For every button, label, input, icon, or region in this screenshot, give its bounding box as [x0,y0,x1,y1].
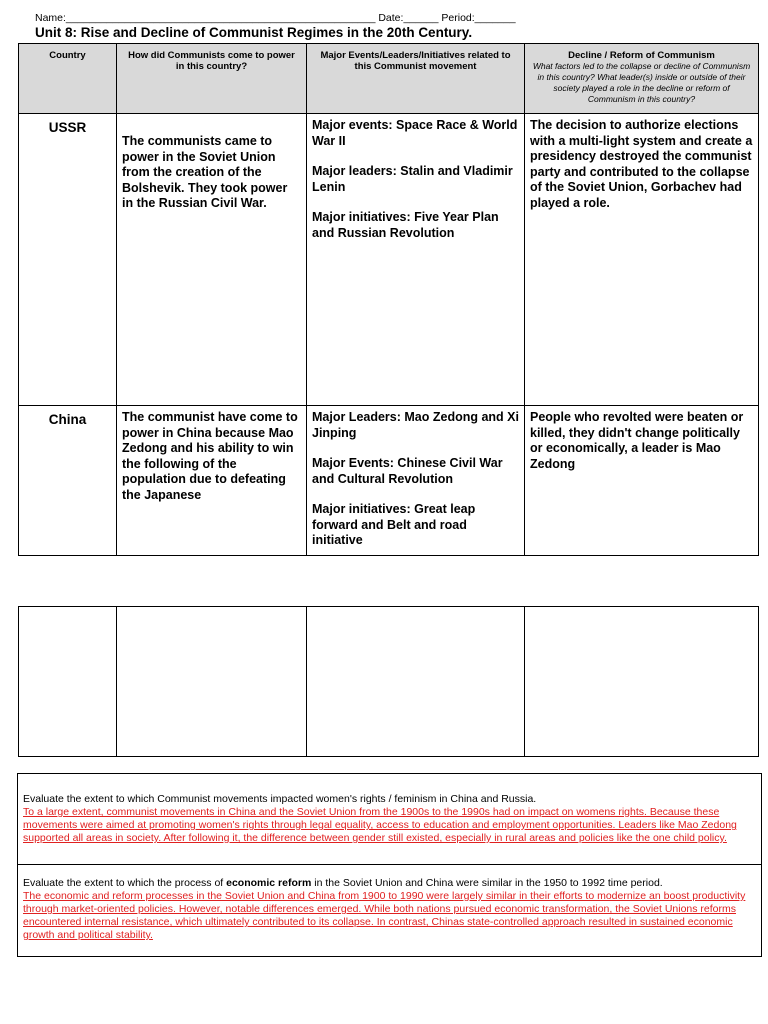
blank-cell[interactable] [19,607,117,757]
name-date-period-line: Name:_____________________________________________________ Date:______ Period:_______ [35,12,516,24]
communism-table [18,43,759,556]
evaluation-box [17,773,762,957]
decline-cell[interactable]: People who revolted were beaten or killed, they didn't change politically or economically, a leader is Mao Zedong [525,406,759,556]
table-header-row [19,44,759,114]
blank-cell[interactable] [525,607,759,757]
evaluation-economic-reform [18,864,761,956]
table-row [19,114,759,406]
events-cell[interactable]: Major events: Space Race & World War II Major leaders: Stalin and Vladimir Lenin Major initiatives: Five Year Plan and Russian Revolution [307,114,525,406]
events-cell[interactable]: Major Leaders: Mao Zedong and Xi Jinping Major Events: Chinese Civil War and Cultural Revolution Major initiatives: Great leap forward and Belt and road initiative [307,406,525,556]
answer-text[interactable]: To a large extent, communist movements in China and the Soviet Union from the 1900s to the 1990s had on impact on womens rights. Because these movements were aimed at promoting women's rights through legal equality, access to education and employment opportunities. Leaders like Mao Zedong supported all areas in society. After following it, the difference between gender still existed, especially in rural areas and policies like the one child policy. [23,806,737,844]
country-cell: China [19,406,117,556]
question-text: Evaluate the extent to which the process of economic reform in the Soviet Union and China were similar in the 1950 to 1992 time period. [23,877,663,889]
column-header-decline-sublabel: What factors led to the collapse or decline of Communism in this country? What leader(s) inside or outside of their society played a role in the decline or reform of Communism in this country? [532,61,751,104]
question-text: Evaluate the extent to which Communist movements impacted women's rights / feminism in China and Russia. [23,793,537,805]
blank-table [18,606,759,757]
decline-cell[interactable]: The decision to authorize elections with a multi-light system and create a presidency destroyed the communist party and contributed to the collapse of the Soviet Union, Gorbachev had played a role. [525,114,759,406]
answer-text[interactable]: The economic and reform processes in the Soviet Union and China from 1900 to 1990 were largely similar in their efforts to modernize an boost productivity through market-oriented policies. However, notable differences emerged. While both nations pursued economic transformation, the Soviet Unions reforms encountered internal resistance, which ultimately contributed to its collapse. In contrast, Chinas state-controlled approach resulted in sustained economic growth and political stability. [23,890,746,941]
blank-cell[interactable] [307,607,525,757]
page-title: Unit 8: Rise and Decline of Communist Regimes in the 20th Century. [35,25,473,40]
column-header-decline: Decline / Reform of Communism What factors led to the collapse or decline of Communism in this country? What leader(s) inside or outside of their society played a role in the decline or reform of Communism in this country? [525,44,759,114]
blank-cell[interactable] [117,607,307,757]
column-header-rise: How did Communists come to power in this country? [117,44,307,114]
column-header-events: Major Events/Leaders/Initiatives related to this Communist movement [307,44,525,114]
rise-cell[interactable]: The communists came to power in the Soviet Union from the creation of the Bolshevik. They took power in the Russian Civil War. [117,114,307,406]
table-row [19,607,759,757]
table-row [19,406,759,556]
rise-cell[interactable]: The communist have come to power in China because Mao Zedong and his ability to win the following of the population due to defeating the Japanese [117,406,307,556]
country-cell: USSR [19,114,117,406]
column-header-country: Country [19,44,117,114]
evaluation-womens-rights [18,774,761,864]
